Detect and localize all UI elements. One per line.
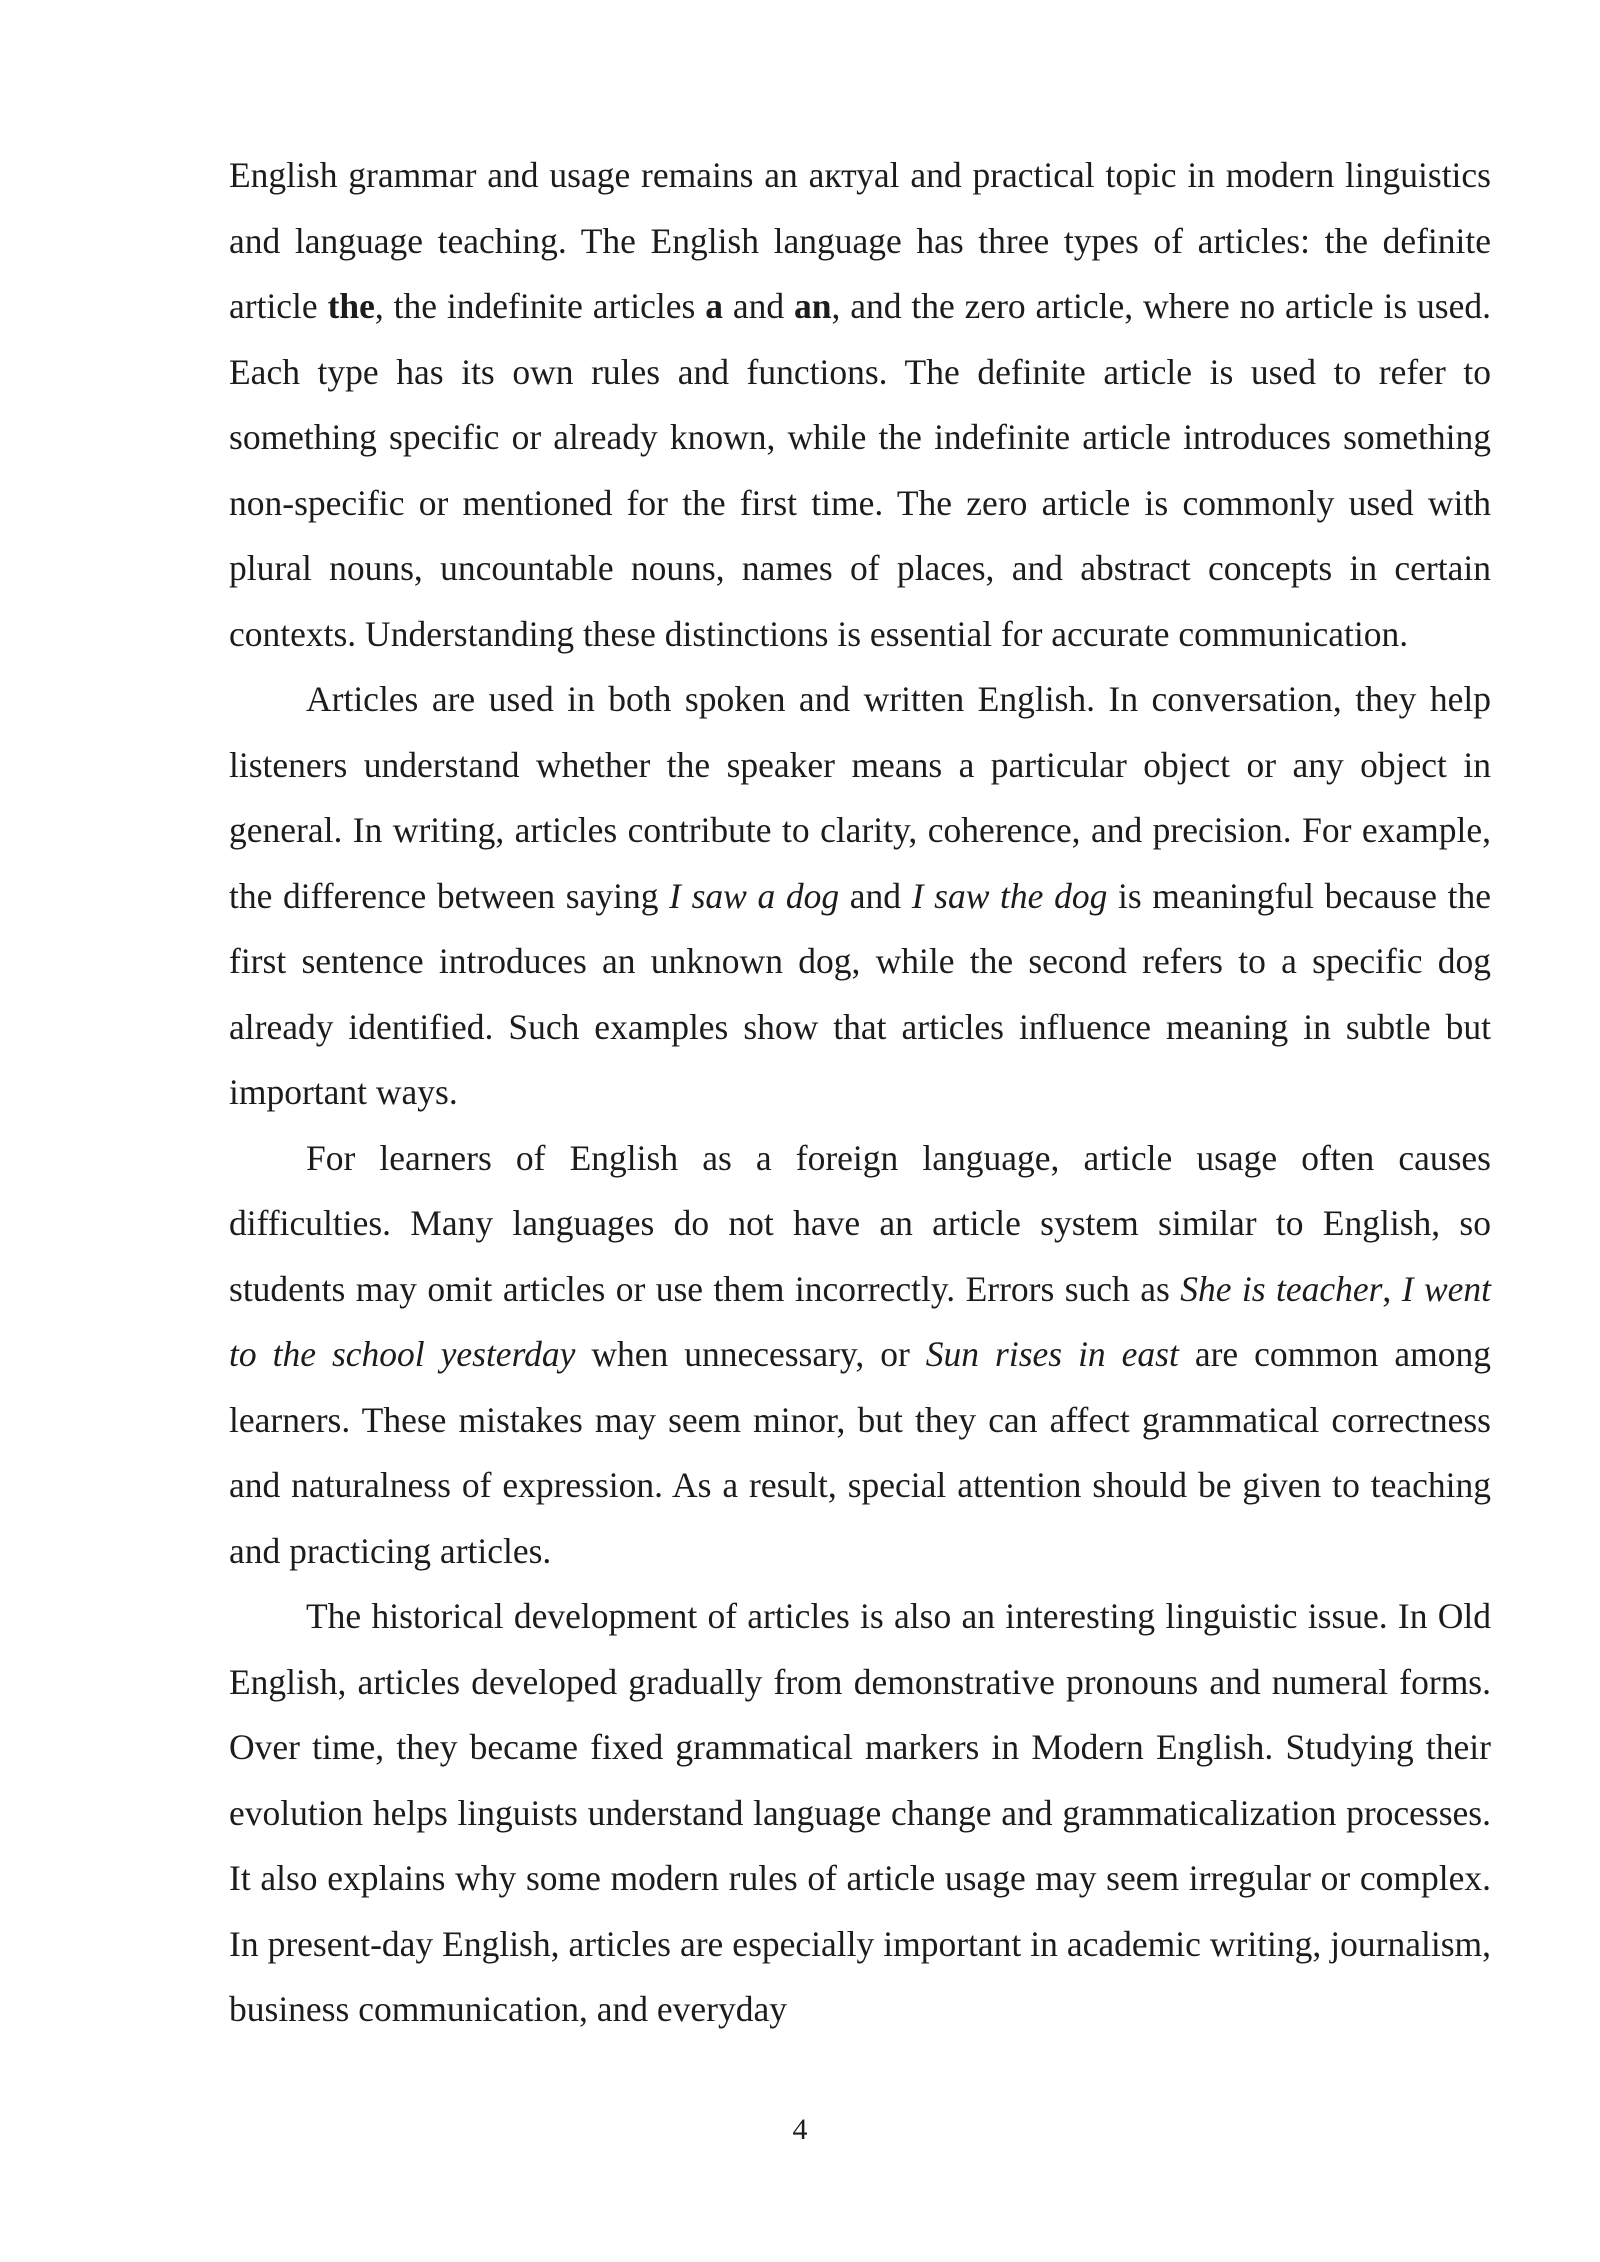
paragraph-intro — [229, 143, 1491, 667]
text-run: The historical development of articles is also an interesting linguistic issue. In Old English, articles developed gradually from demonstrative pronouns and numeral forms. Over time, they became fixed grammatical markers in Modern English. Studying their evolution helps linguists understand language change and grammaticalization processes. It also explains why some modern rules of article usage may seem irregular or complex. In present-day English, articles are especially important in academic writing, journalism, business communication, and everyday — [229, 1596, 1491, 2029]
text-run: , the indefinite articles — [374, 286, 706, 326]
text-run: For learners of English as a foreign language, article usage often causes difficulties. Many languages do not have an article system similar to English, so students may omit articles or use them incorrectly. Errors such as — [229, 1137, 1491, 1309]
text-run: , — [1382, 1268, 1402, 1309]
text-run: is meaningful because the first sentence introduces an unknown dog, while the second refers to a specific dog already identified. Such examples show that articles influence meaning in subtle but important ways. — [229, 875, 1491, 1112]
bold-text: an — [793, 286, 832, 326]
text-run: are common among learners. These mistakes may seem minor, but they can affect grammatical correctness and naturalness of expression. As a result, special attention should be given to teaching and practicing articles. — [229, 1334, 1491, 1571]
text-run: , and the zero article, where no article is used. Each type has its own rules and functions. The definite article is used to refer to something specific or already known, while the indefinite article introduces something non-specific or mentioned for the first time. The zero article is commonly used with plural nouns, uncountable nouns, names of places, and abstract concepts in certain contexts. Understanding these distinctions is essential for accurate communication. — [229, 286, 1492, 654]
text-run: English grammar and usage remains an актуal and practical topic in modern linguistics and language teaching. The English language has three types of articles: the definite article — [229, 155, 1491, 326]
text-run: and — [839, 875, 912, 916]
italic-example: I saw a dog — [669, 875, 840, 916]
document-body — [229, 143, 1491, 2043]
text-run: when unnecessary, or — [575, 1334, 926, 1374]
bold-text: the — [327, 286, 375, 326]
italic-example: She is teacher — [1180, 1268, 1383, 1309]
italic-example: Sun rises in east — [925, 1334, 1179, 1374]
paragraph-history — [229, 1584, 1491, 2043]
paragraph-spoken-written — [229, 667, 1491, 1126]
italic-example: I saw the dog — [911, 875, 1108, 916]
text-run: and — [722, 286, 794, 326]
italic-example: I went to the school yesterday — [229, 1268, 1492, 1374]
bold-text: a — [705, 286, 723, 326]
page-number: 4 — [792, 2113, 808, 2146]
text-run: Articles are used in both spoken and written English. In conversation, they help listeners understand whether the speaker means a particular object or any object in general. In writing, articles contribute to clarity, coherence, and precision. For example, the difference between saying — [229, 679, 1491, 916]
paragraph-learners — [229, 1126, 1491, 1585]
